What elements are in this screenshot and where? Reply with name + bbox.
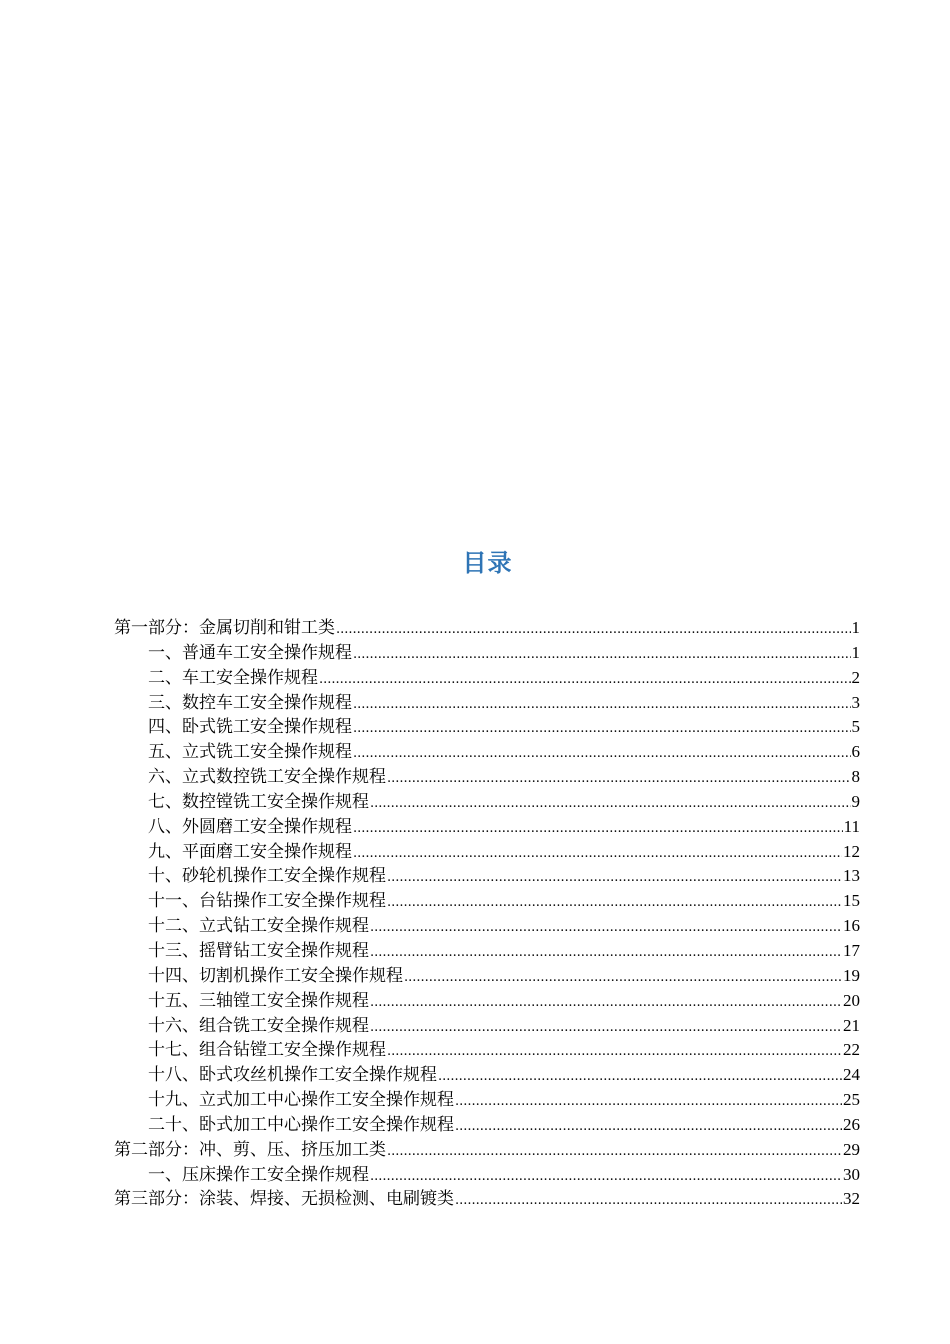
toc-entry[interactable] — [114, 715, 860, 740]
toc-page-number: 13 — [843, 866, 860, 886]
toc-entry-text: 十二、立式钻工安全操作规程 — [148, 916, 369, 937]
toc-page-number: 26 — [843, 1114, 860, 1134]
toc-entry-text: 五、立式铣工安全操作规程 — [148, 742, 352, 763]
toc-entry-text: 十、砂轮机操作工安全操作规程 — [148, 866, 386, 887]
toc-dot-leader — [387, 1040, 842, 1065]
toc-page-number: 20 — [843, 990, 860, 1010]
toc-entry[interactable] — [114, 765, 860, 790]
toc-entry-text: 第一部分：金属切削和钳工类 — [114, 618, 335, 638]
toc-entry[interactable] — [114, 939, 860, 964]
toc-entry[interactable] — [114, 1113, 860, 1138]
table-of-contents — [114, 616, 860, 1212]
toc-entry-text: 六、立式数控铣工安全操作规程 — [148, 767, 386, 788]
toc-entry-text: 十九、立式加工中心操作工安全操作规程 — [148, 1090, 454, 1111]
toc-entry-text: 十三、摇臂钻工安全操作规程 — [148, 940, 369, 961]
toc-dot-leader — [370, 916, 842, 941]
toc-page-number: 3 — [851, 692, 860, 712]
toc-entry[interactable] — [114, 1014, 860, 1039]
toc-entry-text: 第二部分：冲、剪、压、挤压加工类 — [114, 1139, 386, 1160]
toc-entry[interactable] — [114, 1187, 860, 1212]
toc-entry-text: 四、卧式铣工安全操作规程 — [148, 717, 352, 738]
toc-entry[interactable] — [114, 641, 860, 666]
toc-dot-leader — [336, 618, 851, 643]
toc-dot-leader — [353, 717, 851, 742]
toc-page-number: 16 — [843, 916, 860, 936]
toc-entry[interactable] — [114, 914, 860, 939]
toc-entry-text: 十八、卧式攻丝机操作工安全操作规程 — [148, 1065, 437, 1086]
toc-page-number: 24 — [843, 1065, 860, 1085]
toc-page-number: 5 — [851, 717, 860, 737]
toc-dot-leader — [455, 1090, 842, 1115]
toc-page-number: 21 — [843, 1015, 860, 1035]
toc-page-number: 22 — [843, 1040, 860, 1060]
toc-dot-leader — [404, 966, 842, 991]
toc-dot-leader — [353, 693, 851, 718]
toc-page-number: 17 — [843, 940, 860, 960]
toc-entry-text: 第三部分：涂装、焊接、无损检测、电刷镀类 — [114, 1189, 454, 1210]
toc-entry-text: 八、外圆磨工安全操作规程 — [148, 816, 352, 837]
toc-entry-text: 二十、卧式加工中心操作工安全操作规程 — [148, 1114, 454, 1135]
toc-page-number: 1 — [851, 618, 860, 637]
toc-page-number: 8 — [851, 767, 860, 787]
toc-dot-leader — [455, 1189, 842, 1214]
toc-page-number: 25 — [843, 1090, 860, 1110]
toc-dot-leader — [353, 742, 851, 767]
toc-dot-leader — [387, 1140, 842, 1165]
toc-entry[interactable] — [114, 666, 860, 691]
toc-entry[interactable] — [114, 1163, 860, 1188]
toc-entry-text: 七、数控镗铣工安全操作规程 — [148, 791, 369, 812]
toc-entry-text: 十七、组合钻镗工安全操作规程 — [148, 1040, 386, 1061]
toc-entry[interactable] — [114, 1063, 860, 1088]
toc-dot-leader — [370, 1016, 842, 1041]
toc-dot-leader — [353, 643, 851, 668]
toc-entry-text: 十四、切割机操作工安全操作规程 — [148, 965, 403, 986]
toc-dot-leader — [455, 1115, 842, 1140]
toc-dot-leader — [370, 941, 842, 966]
toc-dot-leader — [387, 891, 842, 916]
toc-page-number: 12 — [843, 841, 860, 861]
toc-entry-text: 二、车工安全操作规程 — [148, 667, 318, 688]
toc-entry-text: 一、普通车工安全操作规程 — [148, 642, 352, 663]
toc-dot-leader — [353, 842, 842, 867]
toc-page-number: 11 — [843, 816, 860, 836]
toc-dot-leader — [387, 767, 851, 792]
toc-entry-text: 三、数控车工安全操作规程 — [148, 692, 352, 713]
toc-page-number: 30 — [843, 1164, 860, 1184]
toc-page-number: 9 — [851, 791, 860, 811]
toc-entry[interactable] — [114, 616, 860, 641]
toc-entry-text: 十六、组合铣工安全操作规程 — [148, 1015, 369, 1036]
toc-dot-leader — [370, 1165, 842, 1190]
toc-page-number: 19 — [843, 965, 860, 985]
toc-entry[interactable] — [114, 864, 860, 889]
toc-page-number: 6 — [851, 742, 860, 762]
toc-entry[interactable] — [114, 1088, 860, 1113]
toc-page-number: 29 — [843, 1139, 860, 1159]
toc-dot-leader — [438, 1065, 842, 1090]
toc-page-number: 15 — [843, 891, 860, 911]
toc-entry[interactable] — [114, 1038, 860, 1063]
toc-entry[interactable] — [114, 790, 860, 815]
toc-entry[interactable] — [114, 964, 860, 989]
toc-page-number: 1 — [851, 642, 860, 662]
toc-dot-leader — [353, 817, 843, 842]
toc-entry[interactable] — [114, 889, 860, 914]
toc-entry-text: 十五、三轴镗工安全操作规程 — [148, 990, 369, 1011]
toc-entry-text: 一、压床操作工安全操作规程 — [148, 1164, 369, 1185]
toc-entry-text: 九、平面磨工安全操作规程 — [148, 841, 352, 862]
toc-dot-leader — [387, 866, 842, 891]
toc-page-number: 2 — [851, 667, 860, 687]
toc-entry[interactable] — [114, 815, 860, 840]
toc-entry-text: 十一、台钻操作工安全操作规程 — [148, 891, 386, 912]
toc-dot-leader — [370, 792, 851, 817]
toc-entry[interactable] — [114, 840, 860, 865]
toc-title: 目录 — [462, 549, 513, 577]
toc-page-number: 32 — [843, 1189, 860, 1209]
toc-entry[interactable] — [114, 691, 860, 716]
toc-dot-leader — [370, 991, 842, 1016]
toc-dot-leader — [319, 668, 851, 693]
toc-entry[interactable] — [114, 989, 860, 1014]
toc-entry[interactable] — [114, 740, 860, 765]
toc-entry[interactable] — [114, 1138, 860, 1163]
